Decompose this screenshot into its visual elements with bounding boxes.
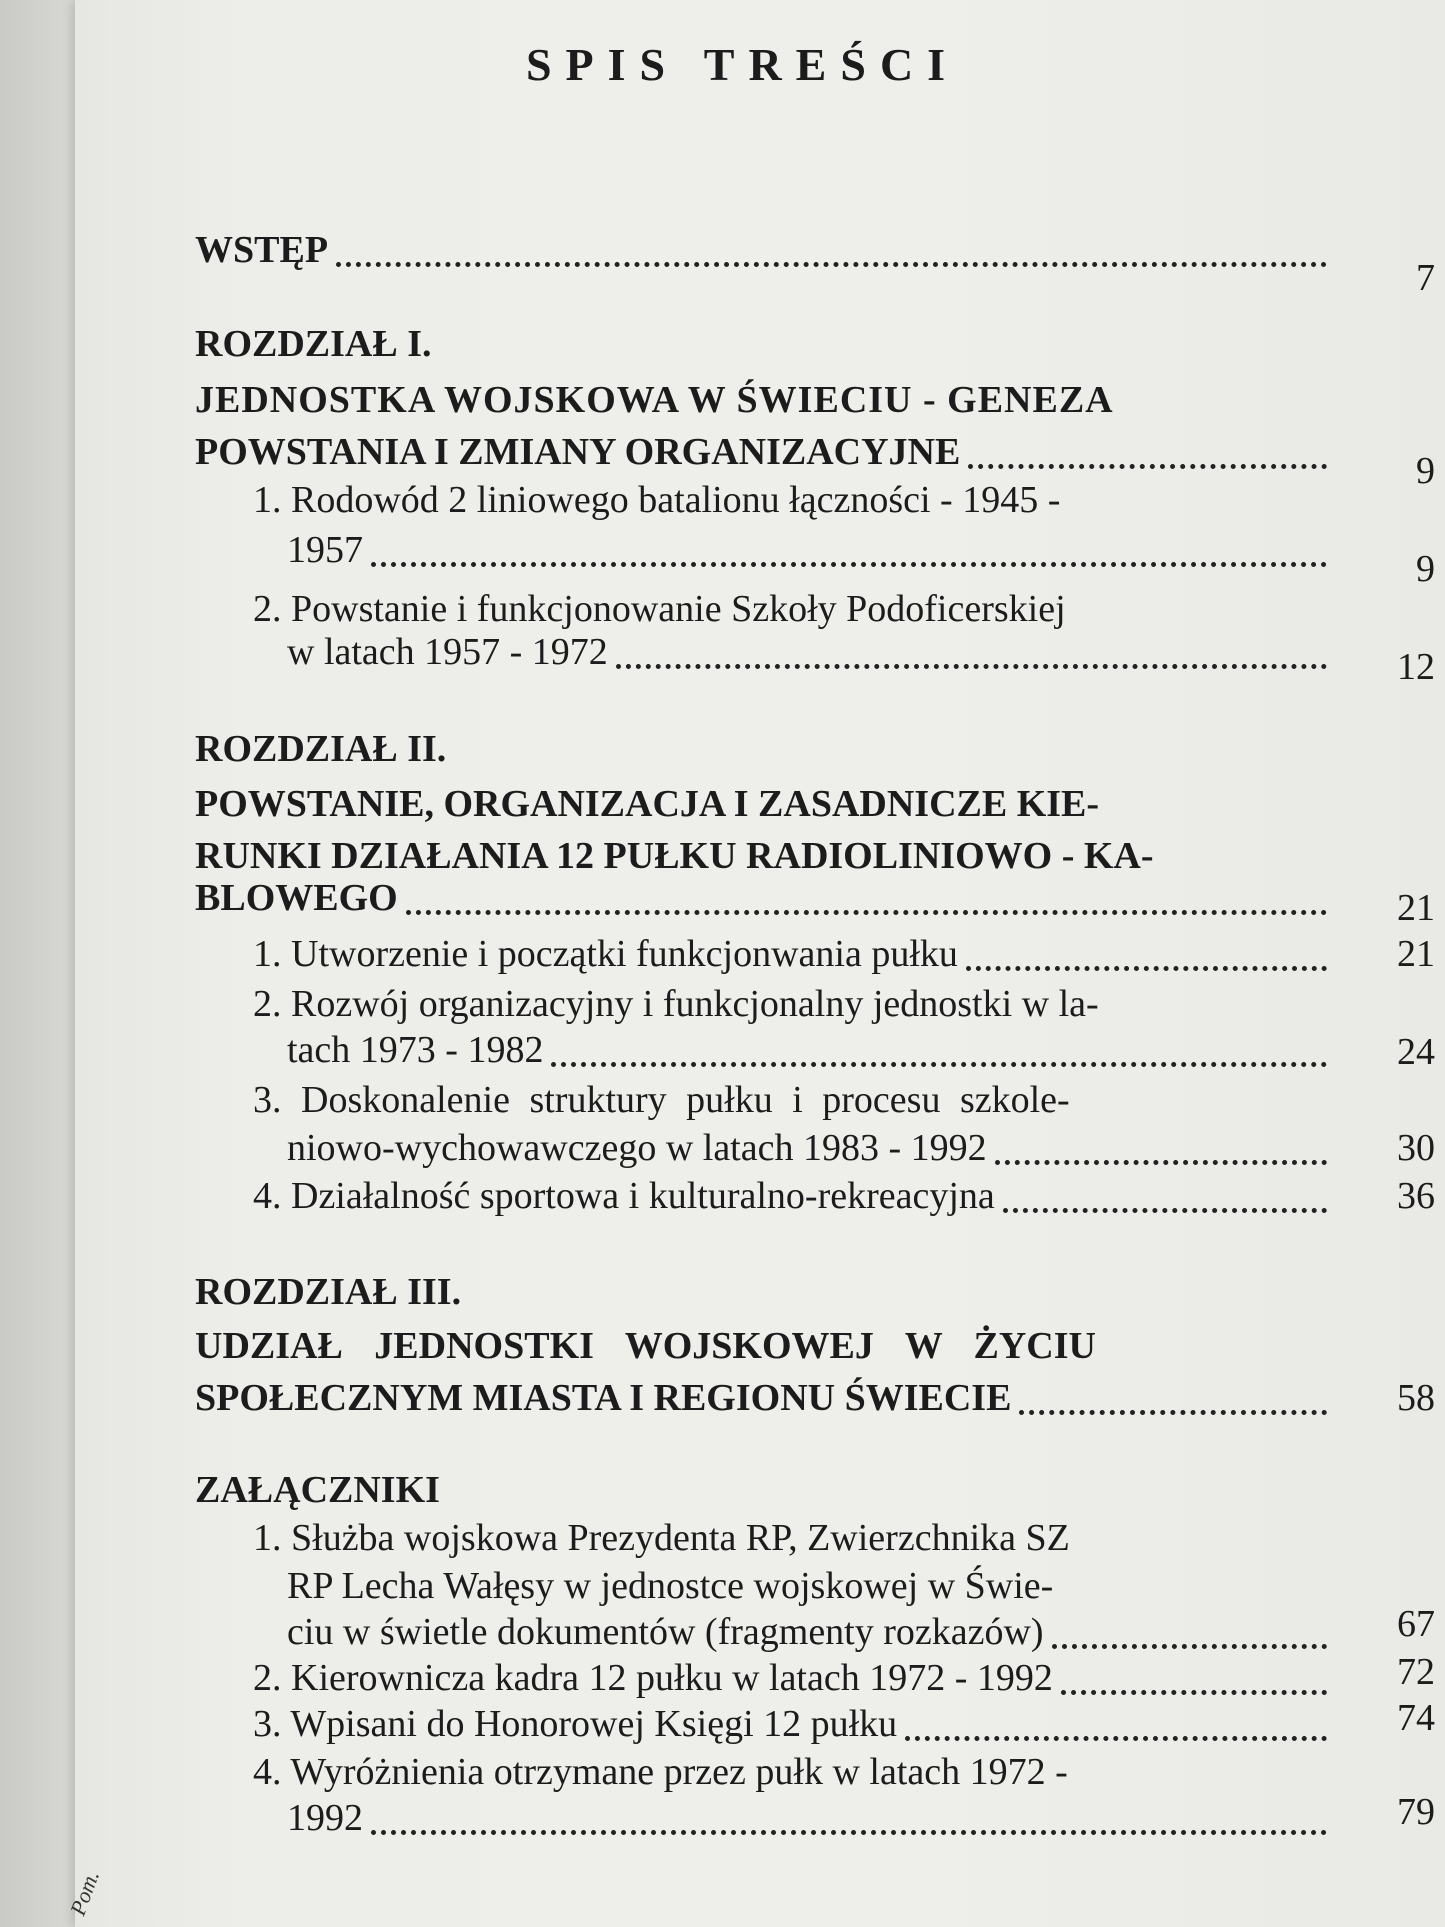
dot-leader — [1052, 1644, 1327, 1649]
chapter-title-line: JEDNOSTKA WOJSKOWA W ŚWIECIU - GENEZA — [195, 379, 1114, 421]
chapter-label: ROZDZIAŁ I. — [195, 323, 432, 365]
page-number: 7 — [1416, 257, 1435, 299]
page-number: 21 — [1397, 933, 1435, 975]
chapter-title-line: RUNKI DZIAŁANIA 12 PUŁKU RADIOLINIOWO - KA- — [195, 835, 1154, 877]
dot-leader — [371, 562, 1327, 567]
page-number: 9 — [1416, 548, 1435, 590]
page-number: 30 — [1397, 1127, 1435, 1169]
section-text: 1. Utworzenie i początki funkcjonwania pułku — [253, 933, 958, 975]
section-line — [195, 1124, 1427, 1172]
page-title: SPIS TREŚCI — [525, 39, 960, 90]
dot-leader — [1003, 1208, 1327, 1213]
chapter-title-line — [195, 428, 1335, 476]
dot-leader — [406, 910, 1327, 915]
chapter-label: ROZDZIAŁ III. — [195, 1271, 462, 1313]
chapter-title-text: SPOŁECZNYM MIASTA I REGIONU ŚWIECIE — [195, 1377, 1012, 1419]
page-number: 12 — [1397, 646, 1435, 688]
dot-leader — [905, 1736, 1327, 1741]
dot-leader — [551, 1062, 1327, 1067]
dot-leader — [1061, 1690, 1327, 1695]
section-line — [195, 628, 1427, 676]
section-line — [195, 1654, 1393, 1702]
dot-leader — [966, 966, 1327, 971]
toc-entry-wstep — [195, 226, 1335, 274]
dot-leader — [995, 1160, 1327, 1165]
section-line: 2. Powstanie i funkcjonowanie Szkoły Podoficerskiej — [253, 588, 1066, 630]
section-text: 2. Kierownicza kadra 12 pułku w latach 1972 - 1992 — [253, 1657, 1053, 1699]
section-text: tach 1973 - 1982 — [287, 1029, 544, 1071]
chapter-label: ROZDZIAŁ II. — [195, 728, 447, 770]
page-number: 74 — [1397, 1697, 1435, 1739]
book-gutter — [0, 0, 75, 1927]
page-number: 36 — [1397, 1175, 1435, 1217]
chapter-title-line: POWSTANIE, ORGANIZACJA I ZASADNICZE KIE- — [195, 783, 1100, 825]
page-number: 9 — [1416, 450, 1435, 492]
section-text: 1957 — [287, 529, 363, 571]
section-line — [195, 1026, 1427, 1074]
section-text: 4. Działalność sportowa i kulturalno-rekreacyjna — [253, 1175, 995, 1217]
margin-note: Pom. — [64, 1867, 105, 1919]
chapter-title-line — [195, 874, 1335, 922]
page-number: 72 — [1397, 1651, 1435, 1693]
page-number: 24 — [1397, 1031, 1435, 1073]
section-line: 1. Rodowód 2 liniowego batalionu łączności - 1945 - — [253, 479, 1061, 521]
section-line: 1. Służba wojskowa Prezydenta RP, Zwierzchnika SZ — [253, 1517, 1070, 1559]
page-number: 79 — [1397, 1791, 1435, 1833]
section-line: RP Lecha Wałęsy w jednostce wojskowej w Świe- — [287, 1565, 1054, 1607]
section-line — [195, 1172, 1393, 1220]
section-text: niowo-wychowawczego w latach 1983 - 1992 — [287, 1127, 987, 1169]
chapter-title-text: BLOWEGO — [195, 877, 398, 919]
section-line — [195, 1608, 1427, 1656]
dot-leader — [371, 1830, 1327, 1835]
page-number: 67 — [1397, 1603, 1435, 1645]
page-number: 58 — [1397, 1377, 1435, 1419]
dot-leader — [1019, 1410, 1327, 1415]
section-line: 3. Doskonalenie struktury pułku i procesu szkole- — [253, 1079, 1070, 1121]
section-line: 4. Wyróżnienia otrzymane przez pułk w latach 1972 - — [253, 1751, 1068, 1793]
dot-leader — [968, 464, 1327, 469]
appendix-label: ZAŁĄCZNIKI — [195, 1469, 440, 1511]
section-line — [195, 526, 1427, 574]
chapter-title-text: POWSTANIA I ZMIANY ORGANIZACYJNE — [195, 431, 961, 473]
dot-leader — [336, 262, 1327, 267]
page-number: 21 — [1397, 887, 1435, 929]
section-text: w latach 1957 - 1972 — [287, 631, 608, 673]
chapter-title-line — [195, 1374, 1335, 1422]
section-text: 1992 — [287, 1797, 363, 1839]
dot-leader — [616, 664, 1327, 669]
chapter-title-line: UDZIAŁ JEDNOSTKI WOJSKOWEJ W ŻYCIU — [195, 1325, 1096, 1367]
section-line: 2. Rozwój organizacyjny i funkcjonalny jednostki w la- — [253, 983, 1099, 1025]
section-line — [195, 1700, 1393, 1748]
toc-entry-text: WSTĘP — [195, 229, 329, 271]
section-line — [195, 1794, 1427, 1842]
section-text: ciu w świetle dokumentów (fragmenty rozkazów) — [287, 1611, 1044, 1653]
section-text: 3. Wpisani do Honorowej Księgi 12 pułku — [253, 1703, 898, 1745]
section-line — [195, 930, 1393, 978]
